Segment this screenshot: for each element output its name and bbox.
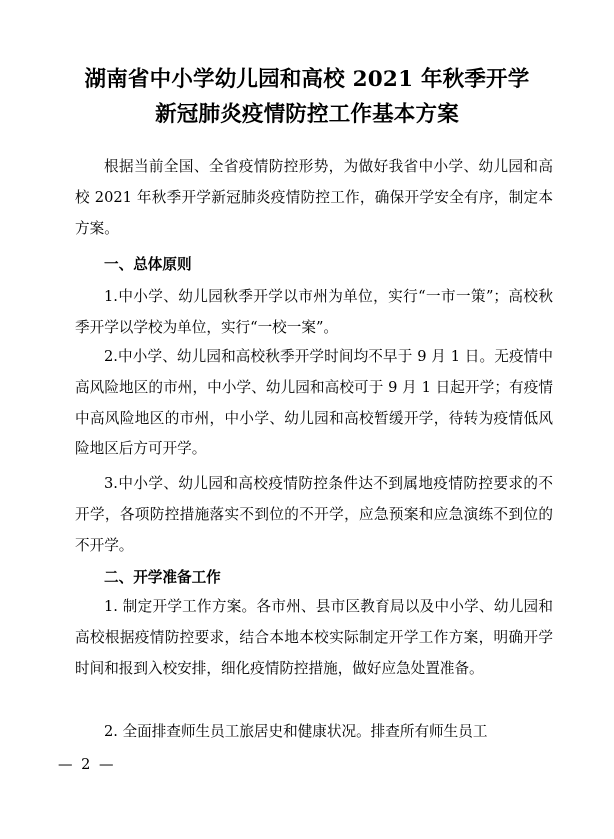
section-2-item-1 (75, 592, 553, 684)
paragraph: 2. 全面排查师生员工旅居史和健康状况。排查所有师生员工 (104, 723, 488, 740)
section-1-item-3 (75, 469, 553, 561)
document-title-line-1: 湖南省中小学幼儿园和高校 2021 年秋季开学 (84, 67, 530, 92)
paragraph: 2.中小学、幼儿园和高校秋季开学时间均不早于 9 月 1 日。无疫情中高风险地区的市州，中小学、幼儿园和高校可于 9 月 1 日起开学；有疫情中高风险地区的市州，中小学、幼儿园和高校暂缓开学，待转为疫情低风险地区后方可开学。 (75, 348, 553, 458)
intro-paragraph (75, 152, 553, 244)
section-1-item-2 (75, 342, 553, 465)
page-number: — 2 — (58, 757, 116, 773)
paragraph: 3.中小学、幼儿园和高校疫情防控条件达不到属地疫情防控要求的不开学，各项防控措施落实不到位的不开学，应急预案和应急演练不到位的不开学。 (75, 475, 553, 554)
document-title-line-2: 新冠肺炎疫情防控工作基本方案 (155, 102, 459, 127)
section-2-heading: 二、开学准备工作 (104, 569, 221, 586)
section-2 (75, 563, 553, 594)
paragraph: 1. 制定开学工作方案。各市州、县市区教育局以及中小学、幼儿园和高校根据疫情防控要求，结合本地本校实际制定开学工作方案，明确开学时间和报到入校安排，细化疫情防控措施，做好应急处置准备。 (75, 598, 553, 677)
section-1-item-1 (75, 282, 553, 344)
paragraph: 1.中小学、幼儿园秋季开学以市州为单位，实行“一市一策”；高校秋季开学以学校为单位，实行“一校一案”。 (75, 288, 553, 336)
section-1-heading: 一、总体原则 (104, 256, 192, 273)
intro-text: 根据当前全国、全省疫情防控形势，为做好我省中小学、幼儿园和高校 2021 年秋季开学新冠肺炎疫情防控工作，确保开学安全有序，制定本方案。 (75, 158, 553, 237)
section-2-item-2 (75, 717, 553, 748)
section-1 (75, 250, 553, 281)
